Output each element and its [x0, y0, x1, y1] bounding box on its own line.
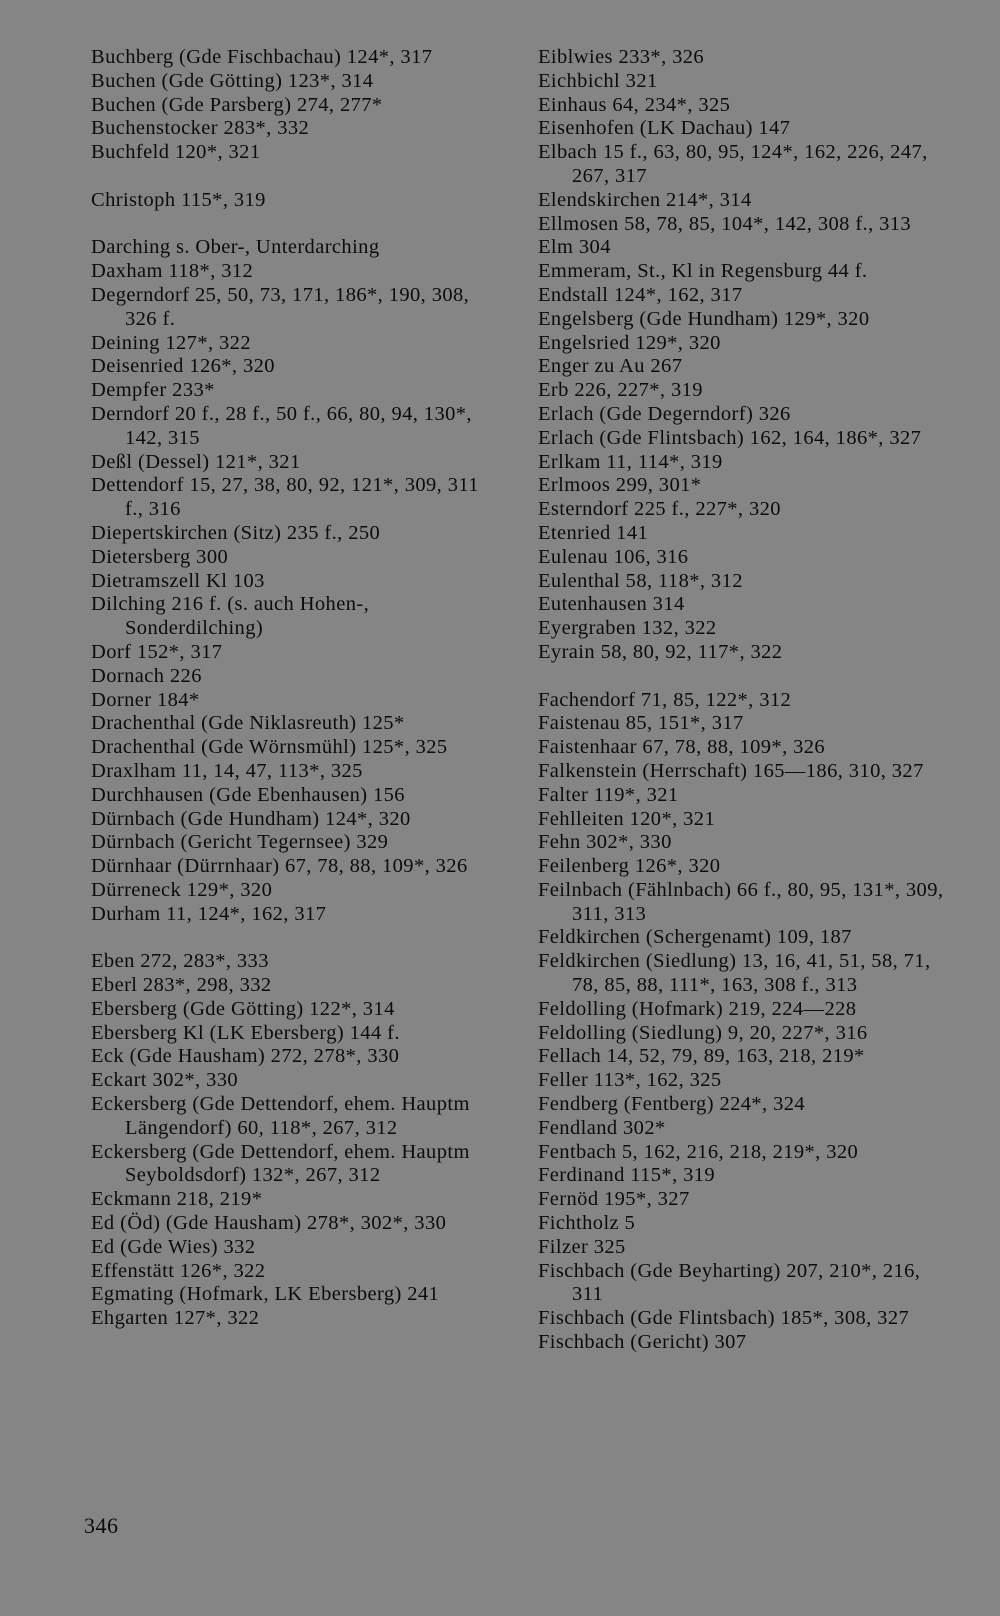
- page-number: 346: [84, 1513, 119, 1538]
- index-entry: Dorf 152*, 317: [91, 640, 223, 663]
- index-entry: Eckmann 218, 219*: [91, 1188, 263, 1211]
- section-gap: [91, 926, 501, 950]
- index-entry: Dornach 226: [91, 664, 202, 687]
- index-entry: Fehlleiten 120*, 321: [538, 807, 716, 830]
- index-entry: Dürreneck 129*, 320: [91, 878, 273, 901]
- index-entry: Eutenhausen 314: [538, 593, 685, 616]
- section-gap: [538, 665, 948, 689]
- index-entry: Ebersberg (Gde Götting) 122*, 314: [91, 997, 395, 1020]
- index-entry: Dürnbach (Gericht Tegernsee) 329: [91, 831, 389, 854]
- index-entry: Esterndorf 225 f., 227*, 320: [538, 498, 781, 521]
- index-column-right: [538, 46, 948, 1355]
- index-entry: Feller 113*, 162, 325: [538, 1069, 722, 1092]
- index-entry: Erlkam 11, 114*, 319: [538, 450, 723, 473]
- index-entry: Feilnbach (Fählnbach) 66 f., 80, 95, 131*, 309, 311, 313: [538, 878, 944, 925]
- index-entry: Ellmosen 58, 78, 85, 104*, 142, 308 f., 313: [538, 212, 912, 235]
- index-entry: Eulenau 106, 316: [538, 545, 689, 568]
- index-entry: Durchhausen (Gde Ebenhausen) 156: [91, 783, 405, 806]
- index-entry: Elm 304: [538, 236, 611, 259]
- index-entry: Fellach 14, 52, 79, 89, 163, 218, 219*: [538, 1045, 865, 1068]
- index-entry: Falter 119*, 321: [538, 783, 679, 806]
- index-entry: Fentbach 5, 162, 216, 218, 219*, 320: [538, 1140, 859, 1163]
- index-entry: Eberl 283*, 298, 332: [91, 974, 272, 997]
- index-entry: Eckart 302*, 330: [91, 1069, 239, 1092]
- index-entry: Christoph 115*, 319: [91, 188, 266, 211]
- index-entry: Ed (Gde Wies) 332: [91, 1235, 256, 1258]
- index-entry: Eichbichl 321: [538, 69, 658, 92]
- index-entry: Feldkirchen (Schergenamt) 109, 187: [538, 926, 852, 949]
- index-entry: Fernöd 195*, 327: [538, 1188, 690, 1211]
- index-entry: Erlmoos 299, 301*: [538, 474, 702, 497]
- index-entry: Effenstätt 126*, 322: [91, 1259, 266, 1282]
- index-entry: Dempfer 233*: [91, 379, 215, 402]
- index-entry: Ferdinand 115*, 319: [538, 1164, 716, 1187]
- index-entry: Erlach (Gde Flintsbach) 162, 164, 186*, 327: [538, 426, 922, 449]
- index-entry: Eyrain 58, 80, 92, 117*, 322: [538, 640, 783, 663]
- index-entry: Dietersberg 300: [91, 545, 229, 568]
- index-entry: Buchberg (Gde Fischbachau) 124*, 317: [91, 46, 433, 68]
- index-entry: Dorner 184*: [91, 688, 200, 711]
- index-entry: Dilching 216 f. (s. auch Hohen-, Sonderdilching): [91, 593, 370, 640]
- index-entry: Engelsried 129*, 320: [538, 331, 721, 354]
- index-entry: Feldolling (Hofmark) 219, 224—228: [538, 997, 857, 1020]
- index-entry: Fischbach (Gde Beyharting) 207, 210*, 216, 311: [538, 1259, 921, 1306]
- index-entry: Fischbach (Gericht) 307: [538, 1331, 747, 1354]
- index-entry: Erb 226, 227*, 319: [538, 379, 703, 402]
- index-entry: Deisenried 126*, 320: [91, 355, 275, 378]
- index-entry: Fischbach (Gde Flintsbach) 185*, 308, 327: [538, 1307, 910, 1330]
- index-entry: Deßl (Dessel) 121*, 321: [91, 450, 301, 473]
- index-entry: Elendskirchen 214*, 314: [538, 188, 752, 211]
- index-entry: Eck (Gde Hausham) 272, 278*, 330: [91, 1045, 400, 1068]
- index-entry: Ebersberg Kl (LK Ebersberg) 144 f.: [91, 1021, 400, 1044]
- index-entry: Fendberg (Fentberg) 224*, 324: [538, 1093, 806, 1116]
- index-entry: Eiblwies 233*, 326: [538, 46, 705, 68]
- index-entry: Etenried 141: [538, 521, 649, 544]
- index-entry: Fehn 302*, 330: [538, 831, 672, 854]
- index-entry: Feldkirchen (Siedlung) 13, 16, 41, 51, 58, 71, 78, 85, 88, 111*, 163, 308 f., 313: [538, 950, 931, 997]
- index-entry: Durham 11, 124*, 162, 317: [91, 902, 327, 925]
- index-entry: Degerndorf 25, 50, 73, 171, 186*, 190, 308, 326 f.: [91, 283, 470, 330]
- index-entry: Erlach (Gde Degerndorf) 326: [538, 402, 791, 425]
- index-entry: Enger zu Au 267: [538, 355, 683, 378]
- index-entry: Buchfeld 120*, 321: [91, 141, 261, 164]
- index-entry: Dettendorf 15, 27, 38, 80, 92, 121*, 309, 311 f., 316: [91, 474, 479, 521]
- index-entry: Engelsberg (Gde Hundham) 129*, 320: [538, 307, 870, 330]
- index-entry: Filzer 325: [538, 1235, 626, 1258]
- index-entry: Drachenthal (Gde Wörnsmühl) 125*, 325: [91, 736, 448, 759]
- index-entry: Einhaus 64, 234*, 325: [538, 93, 731, 116]
- index-entry: Emmeram, St., Kl in Regensburg 44 f.: [538, 260, 868, 283]
- index-entry: Eisenhofen (LK Dachau) 147: [538, 117, 791, 140]
- section-gap: [91, 165, 501, 189]
- index-entry: Drachenthal (Gde Niklasreuth) 125*: [91, 712, 405, 735]
- index-entry: Eulenthal 58, 118*, 312: [538, 569, 743, 592]
- index-entry: Fachendorf 71, 85, 122*, 312: [538, 688, 792, 711]
- index-entry: Buchen (Gde Parsberg) 274, 277*: [91, 93, 383, 116]
- index-entry: Dietramszell Kl 103: [91, 569, 265, 592]
- index-entry: Buchenstocker 283*, 332: [91, 117, 310, 140]
- index-entry: Ed (Öd) (Gde Hausham) 278*, 302*, 330: [91, 1212, 447, 1235]
- index-entry: Diepertskirchen (Sitz) 235 f., 250: [91, 521, 381, 544]
- index-entry: Buchen (Gde Götting) 123*, 314: [91, 69, 374, 92]
- index-entry: Eyergraben 132, 322: [538, 617, 717, 640]
- index-entry: Dürnbach (Gde Hundham) 124*, 320: [91, 807, 411, 830]
- index-entry: Feldolling (Siedlung) 9, 20, 227*, 316: [538, 1021, 868, 1044]
- index-entry: Draxlham 11, 14, 47, 113*, 325: [91, 759, 363, 782]
- index-entry: Eckersberg (Gde Dettendorf, ehem. Hauptm Längendorf) 60, 118*, 267, 312: [91, 1093, 470, 1139]
- index-entry: Endstall 124*, 162, 317: [538, 283, 743, 306]
- index-entry: Ehgarten 127*, 322: [91, 1307, 260, 1330]
- index-entry: Faistenhaar 67, 78, 88, 109*, 326: [538, 736, 826, 759]
- index-entry: Feilenberg 126*, 320: [538, 855, 721, 878]
- index-entry: Derndorf 20 f., 28 f., 50 f., 66, 80, 94, 130*, 142, 315: [91, 402, 472, 449]
- index-entry: Faistenau 85, 151*, 317: [538, 712, 744, 735]
- index-entry: Eben 272, 283*, 333: [91, 950, 269, 973]
- index-entry: Falkenstein (Herrschaft) 165—186, 310, 327: [538, 759, 924, 782]
- index-entry: Daxham 118*, 312: [91, 260, 254, 283]
- index-entry: Egmating (Hofmark, LK Ebersberg) 241: [91, 1283, 440, 1306]
- index-entry: Fichtholz 5: [538, 1212, 636, 1235]
- index-entry: Dürnhaar (Dürrnhaar) 67, 78, 88, 109*, 326: [91, 855, 468, 878]
- index-entry: Eckersberg (Gde Dettendorf, ehem. Hauptm Seyboldsdorf) 132*, 267, 312: [91, 1140, 470, 1187]
- index-entry: Elbach 15 f., 63, 80, 95, 124*, 162, 226, 247, 267, 317: [538, 141, 928, 187]
- section-gap: [91, 213, 501, 237]
- index-entry: Fendland 302*: [538, 1116, 666, 1139]
- index-entry: Darching s. Ober-, Unterdarching: [91, 236, 380, 259]
- index-entry: Deining 127*, 322: [91, 331, 251, 354]
- index-column-left: [91, 46, 501, 1331]
